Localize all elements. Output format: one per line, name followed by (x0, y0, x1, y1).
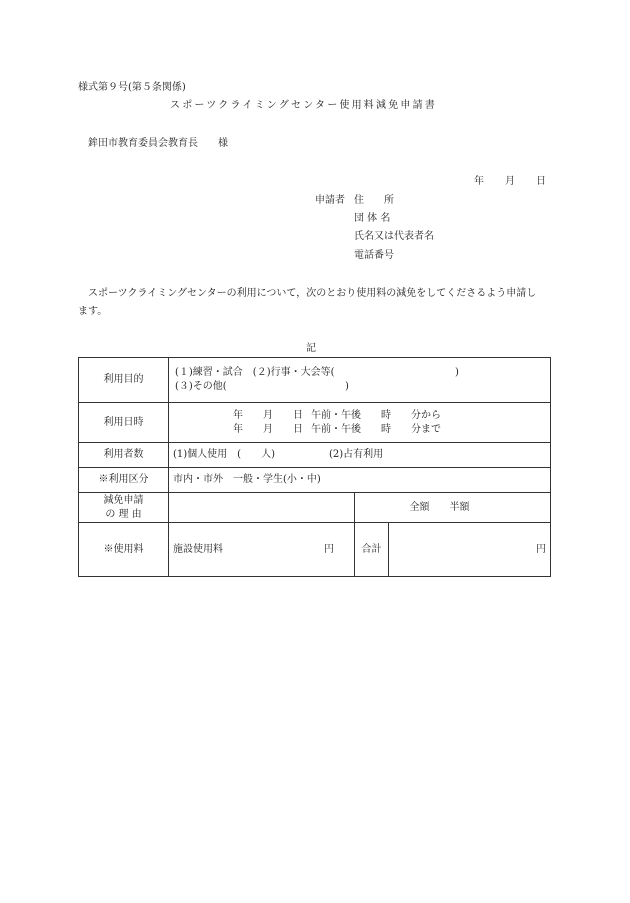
datetime-cell[interactable] (169, 403, 551, 443)
purpose-row (79, 358, 551, 403)
fee-label: ※使用料 (79, 523, 169, 577)
datetime-end-ampm: 午前・午後 (311, 423, 361, 435)
purpose-line-1-close: ) (455, 367, 459, 378)
application-table (78, 357, 551, 577)
fee-total-yen: 円 (536, 543, 547, 555)
ki-heading: 記 (306, 343, 316, 354)
datetime-start-hour: 時 (381, 409, 391, 421)
addressee-name: 鉾田市教育委員会教育長 (88, 138, 198, 149)
datetime-label: 利用日時 (79, 403, 169, 443)
reason-options-cell[interactable] (355, 493, 551, 523)
applicant-address-label: 住 所 (354, 195, 394, 206)
fee-facility-label: 施設使用料 (173, 543, 223, 555)
date-day: 日 (536, 176, 546, 187)
fee-row (79, 523, 551, 577)
reason-row (79, 493, 551, 523)
body-text-line-1: スポーツクライミングセンターの利用について，次のとおり使用料の減免をしてくださるよう申請し (88, 288, 537, 299)
datetime-start-ampm: 午前・午後 (311, 409, 361, 421)
date-year: 年 (474, 176, 484, 187)
datetime-start-minute: 分から (411, 409, 441, 421)
datetime-end-hour: 時 (381, 423, 391, 435)
date-month: 月 (505, 176, 515, 187)
fee-facility-yen: 円 (324, 544, 334, 555)
applicant-group-label: 団 体 名 (354, 213, 391, 224)
datetime-end-month: 月 (263, 423, 273, 435)
users-label: 利用者数 (79, 443, 169, 468)
reason-options: 全額 半額 (409, 501, 470, 513)
reason-label-line-2: の 理 由 (105, 508, 142, 520)
purpose-cell[interactable] (169, 358, 551, 403)
users-row (79, 443, 551, 468)
reason-label-line-1: 減免申請 (103, 494, 144, 506)
addressee-honorific: 様 (218, 138, 228, 149)
purpose-line-1: (１)練習・試合 (２)行事・大会等( (175, 367, 335, 378)
fee-total-cell[interactable] (389, 523, 551, 577)
category-label: ※利用区分 (79, 468, 169, 493)
purpose-line-2: (３)その他( (175, 381, 227, 392)
datetime-start-year: 年 (233, 409, 243, 421)
applicant-label: 申請者 (315, 195, 345, 206)
purpose-label: 利用目的 (79, 358, 169, 403)
users-cell[interactable] (169, 443, 551, 468)
body-text-line-2: ます。 (78, 306, 108, 317)
applicant-phone-label: 電話番号 (354, 250, 394, 261)
category-cell[interactable] (169, 468, 551, 493)
form-number: 様式第９号(第５条関係) (78, 82, 186, 93)
datetime-end-day: 日 (293, 423, 303, 435)
users-exclusive: (2)占有利用 (329, 449, 384, 460)
reason-text-cell[interactable] (169, 493, 355, 523)
category-text: 市内・市外 一般・学生(小・中) (173, 474, 321, 485)
datetime-start-day: 日 (293, 409, 303, 421)
datetime-end-year: 年 (233, 423, 243, 435)
fee-total-label: 合計 (355, 523, 389, 577)
datetime-start-month: 月 (263, 409, 273, 421)
document-title: スポーツクライミングセンター使用料減免申請書 (170, 100, 437, 111)
datetime-row (79, 403, 551, 443)
fee-facility-cell[interactable] (169, 523, 355, 577)
purpose-line-2-close: ) (345, 381, 349, 392)
category-row (79, 468, 551, 493)
datetime-end-minute: 分まで (411, 423, 441, 435)
applicant-representative-label: 氏名又は代表者名 (354, 231, 434, 242)
users-individual: (1)個人使用 ( 人) (173, 449, 275, 460)
reason-label (79, 493, 169, 523)
